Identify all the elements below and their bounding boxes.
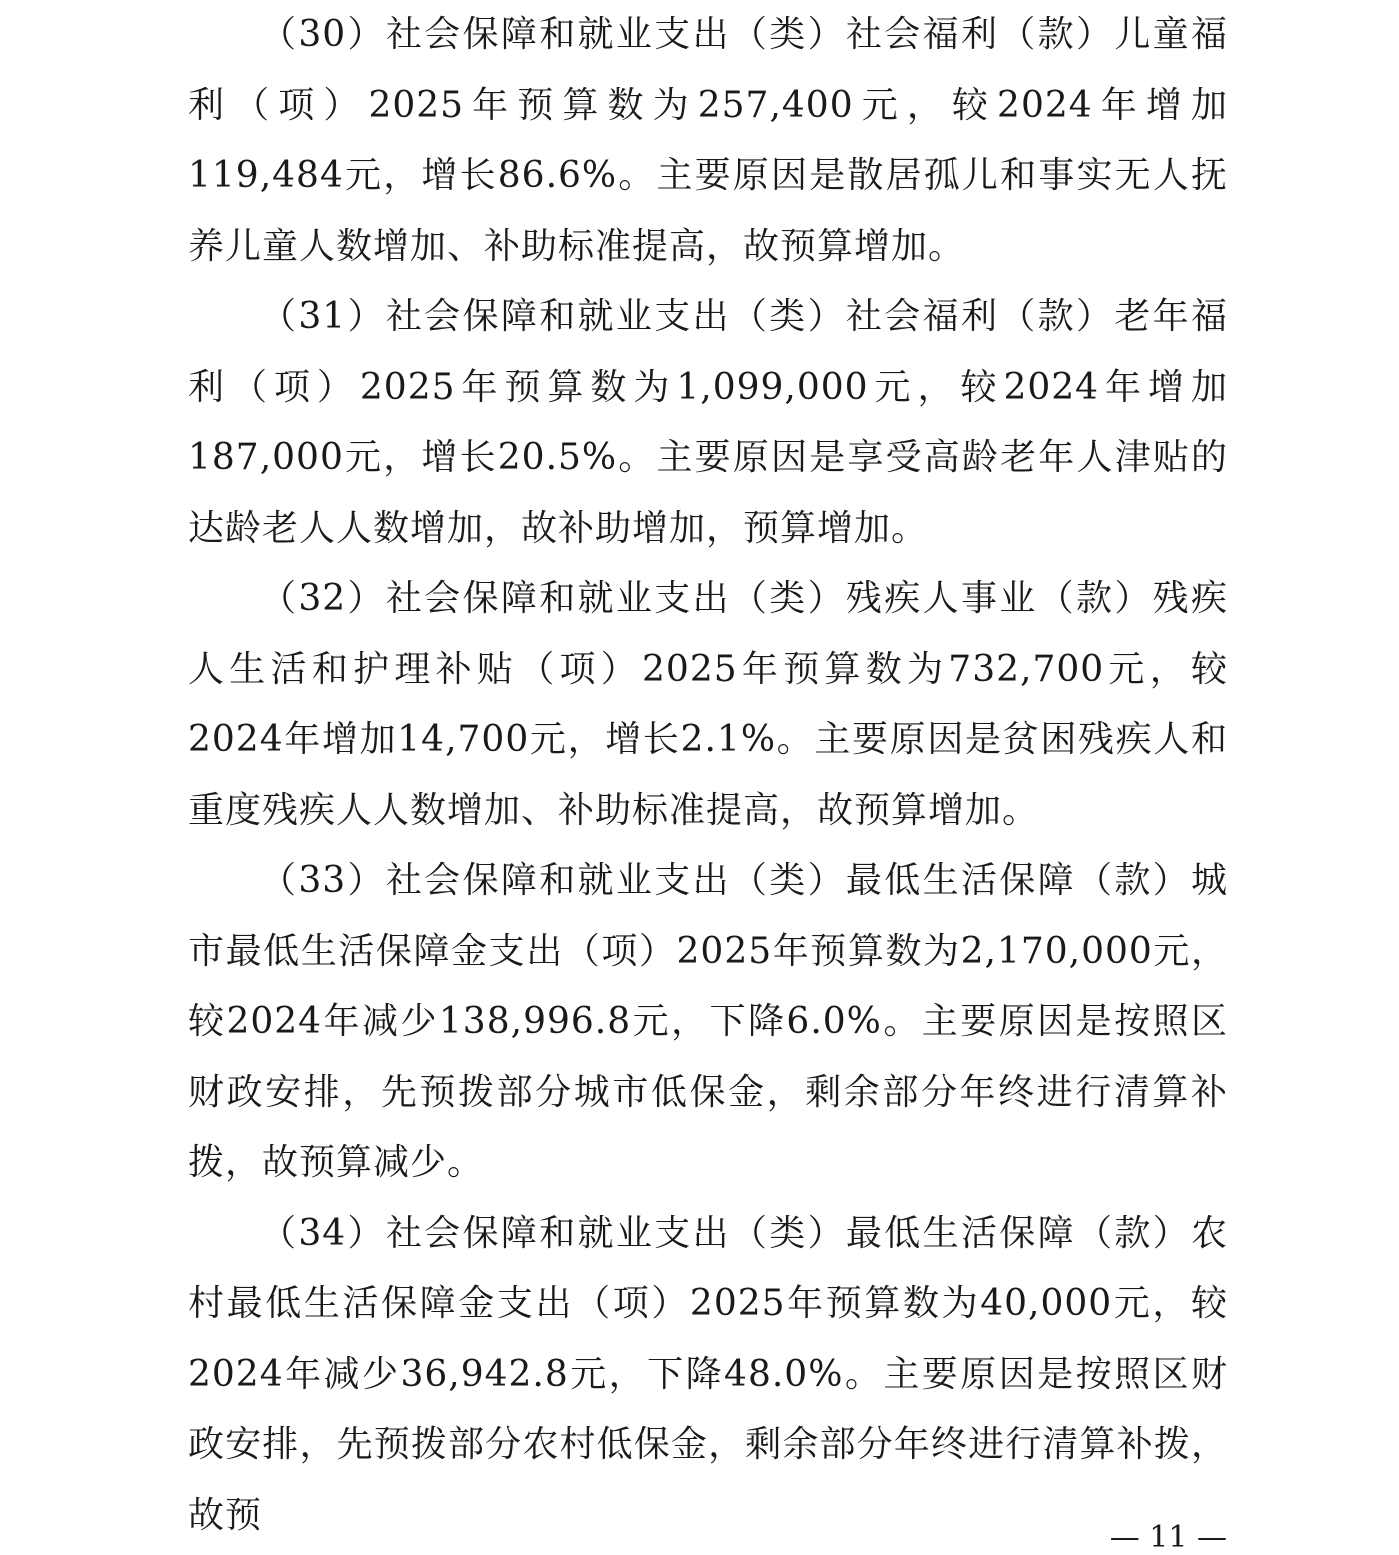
paragraph-31: （31）社会保障和就业支出（类）社会福利（款）老年福利（项）2025年预算数为1,099,000元，较2024年增加187,000元，增长20.5%。主要原因是享受高龄老年人津贴的达龄老人人数增加，故补助增加，预算增加。 [188,296,1228,549]
paragraph-34: （34）社会保障和就业支出（类）最低生活保障（款）农村最低生活保障金支出（项）2025年预算数为40,000元，较2024年减少36,942.8元，下降48.0%。主要原因是按照区财政安排，先预拨部分农村低保金，剩余部分年终进行清算补拨，故预 [188,1212,1228,1536]
paragraph-30: （30）社会保障和就业支出（类）社会福利（款）儿童福利（项）2025年预算数为257,400元，较2024年增加119,484元，增长86.6%。主要原因是散居孤儿和事实无人抚养儿童人数增加、补助标准提高，故预算增加。 [188,14,1228,267]
paragraph-33: （33）社会保障和就业支出（类）最低生活保障（款）城市最低生活保障金支出（项）2025年预算数为2,170,000元，较2024年减少138,996.8元，下降6.0%。主要原因是按照区财政安排，先预拨部分城市低保金，剩余部分年终进行清算补拨，故预算减少。 [188,860,1228,1183]
page-number: — 11 — [1109,1520,1227,1555]
paragraph-32: （32）社会保障和就业支出（类）残疾人事业（款）残疾人生活和护理补贴（项）2025年预算数为732,700元，较2024年增加14,700元，增长2.1%。主要原因是贫困残疾人和重度残疾人人数增加、补助标准提高，故预算增加。 [188,578,1228,831]
body-text [188,0,1228,1551]
